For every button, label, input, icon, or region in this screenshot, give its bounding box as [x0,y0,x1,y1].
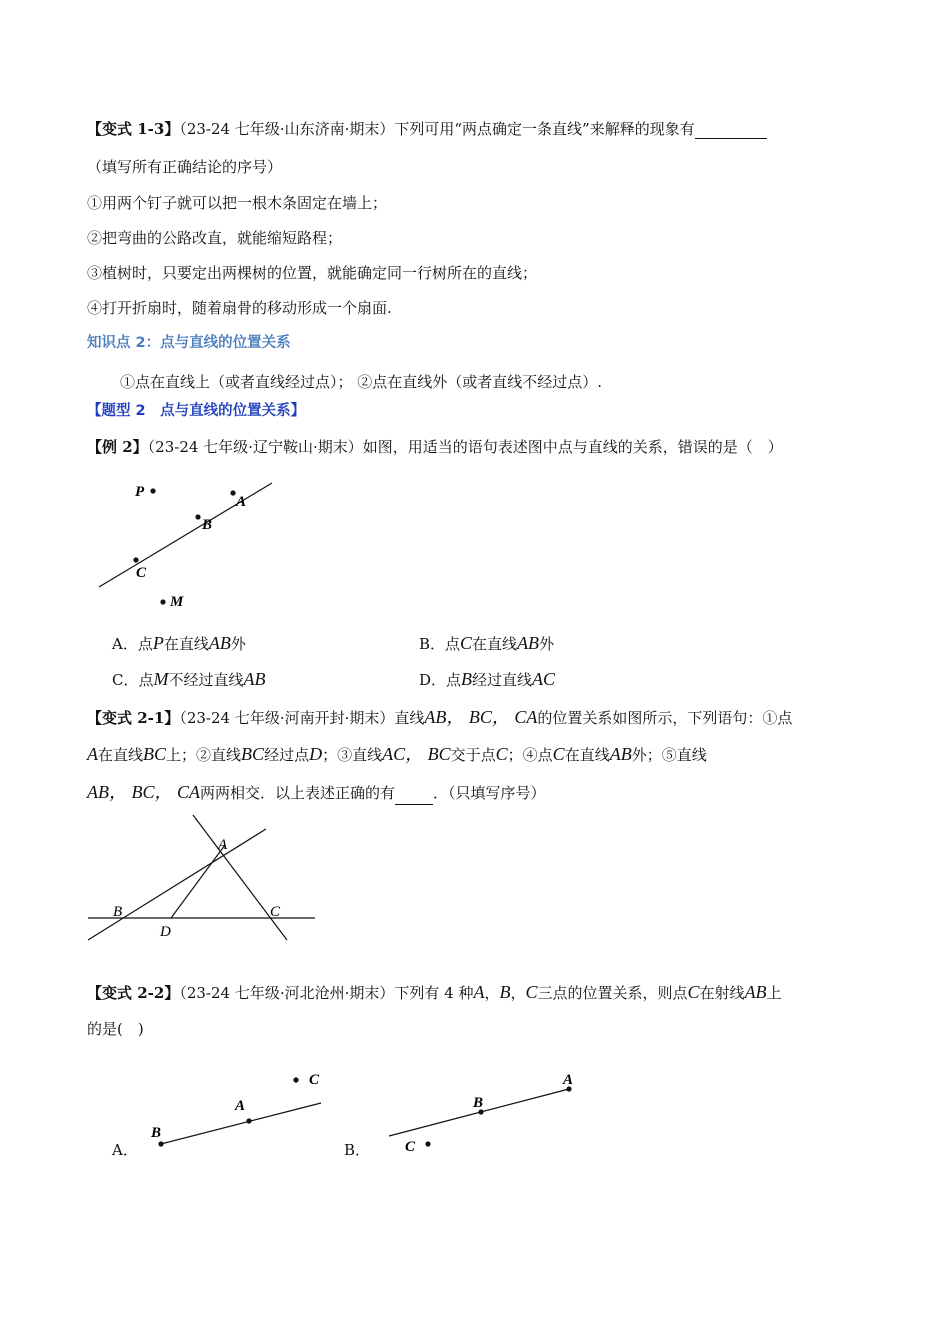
label-a: A [218,837,228,853]
option-b[interactable]: B．点C在直线AB外 [419,633,555,653]
variant-2-2-option-b[interactable]: B． [344,1141,371,1159]
variant-2-2-tag: 【变式 2-2】 [87,984,180,1002]
variant-1-3-note: （填写所有正确结论的序号） [87,158,283,176]
variant-1-3-item-3: ③植树时，只要定出两棵树的位置，就能确定同一行树所在的直线； [87,264,538,282]
option-a[interactable]: A．点P在直线AB外 [112,633,246,653]
point-c [133,557,138,562]
label-a: A [235,1098,246,1114]
variant-2-2-figure-a [145,1065,330,1155]
line-ab [99,483,272,587]
option-d[interactable]: D．点B经过直线AC [419,669,556,689]
label-a: A [236,494,247,510]
variant-2-2-line-1: 【变式 2-2】（23-24 七年级·河北沧州·期末）下列有 4 种A，B，C三点的位置关系，则点C在射线AB上 [87,982,782,1002]
option-c[interactable]: C．点M不经过直线AB [112,669,266,689]
point-b [195,514,200,519]
point-p [150,488,155,493]
line-ab [88,829,266,940]
variant-2-2-figure-b [385,1065,585,1155]
label-b: B [202,517,213,533]
label-a: A [563,1072,574,1088]
label-c: C [405,1139,416,1155]
label-c: C [270,904,281,920]
knowledge-point-2-title: 知识点 2：点与直线的位置关系 [87,335,291,351]
label-b: B [151,1125,162,1141]
segment-ad [171,845,225,918]
point-a [230,490,235,495]
variant-1-3-tag: 【变式 1-3】 [87,120,180,138]
variant-2-1-line-1: 【变式 2-1】（23-24 七年级·河南开封·期末）直线AB， BC， CA的位置关系如图所示，下列语句：①点 [87,707,793,727]
knowledge-point-2-content: ①点在直线上（或者直线经过点）； ②点在直线外（或者直线不经过点）. [120,373,603,391]
variant-1-3-item-2: ②把弯曲的公路改直，就能缩短路程； [87,229,343,247]
label-b: B [113,904,123,920]
label-b: B [473,1095,484,1111]
label-c: C [136,565,147,581]
answer-blank[interactable] [395,804,433,805]
example-2-tag: 【例 2】 [87,438,148,456]
point-c [425,1141,430,1146]
point-a [246,1118,251,1123]
variant-1-3-item-4: ④打开折扇时，随着扇骨的移动形成一个扇面. [87,299,392,317]
variant-2-1-tag: 【变式 2-1】 [87,709,180,727]
answer-blank[interactable] [695,138,767,139]
point-b [158,1141,163,1146]
variant-2-1-line-2: A在直线BC上；②直线BC经过点D；③直线AC， BC交于点C；④点C在直线AB外；⑤直线 [87,744,707,764]
point-m [160,599,165,604]
question-type-2-title: 【题型 2 点与直线的位置关系】 [87,403,306,419]
variant-1-3-item-1: ①用两个钉子就可以把一根木条固定在墙上； [87,194,388,212]
label-d: D [160,924,171,940]
example-2-figure [90,475,300,615]
line-ac [193,815,287,940]
variant-2-1-line-3: AB， BC， CA两两相交．以上表述正确的有 ．（只填写序号） [87,780,546,805]
label-m: M [170,594,184,610]
variant-2-2-line-2: 的是( ) [87,1020,144,1038]
example-2-stem: 【例 2】（23-24 七年级·辽宁鞍山·期末）如图，用适当的语句表述图中点与直线的关系，错误的是（ ） [87,438,783,456]
variant-2-1-figure [85,812,320,947]
variant-2-2-option-a[interactable]: A． [112,1141,138,1159]
variant-1-3-stem: 【变式 1-3】（23-24 七年级·山东济南·期末）下列可用“两点确定一条直线”来解释的现象有 [87,119,767,139]
label-p: P [135,484,145,500]
point-c [293,1077,298,1082]
label-c: C [309,1072,320,1088]
